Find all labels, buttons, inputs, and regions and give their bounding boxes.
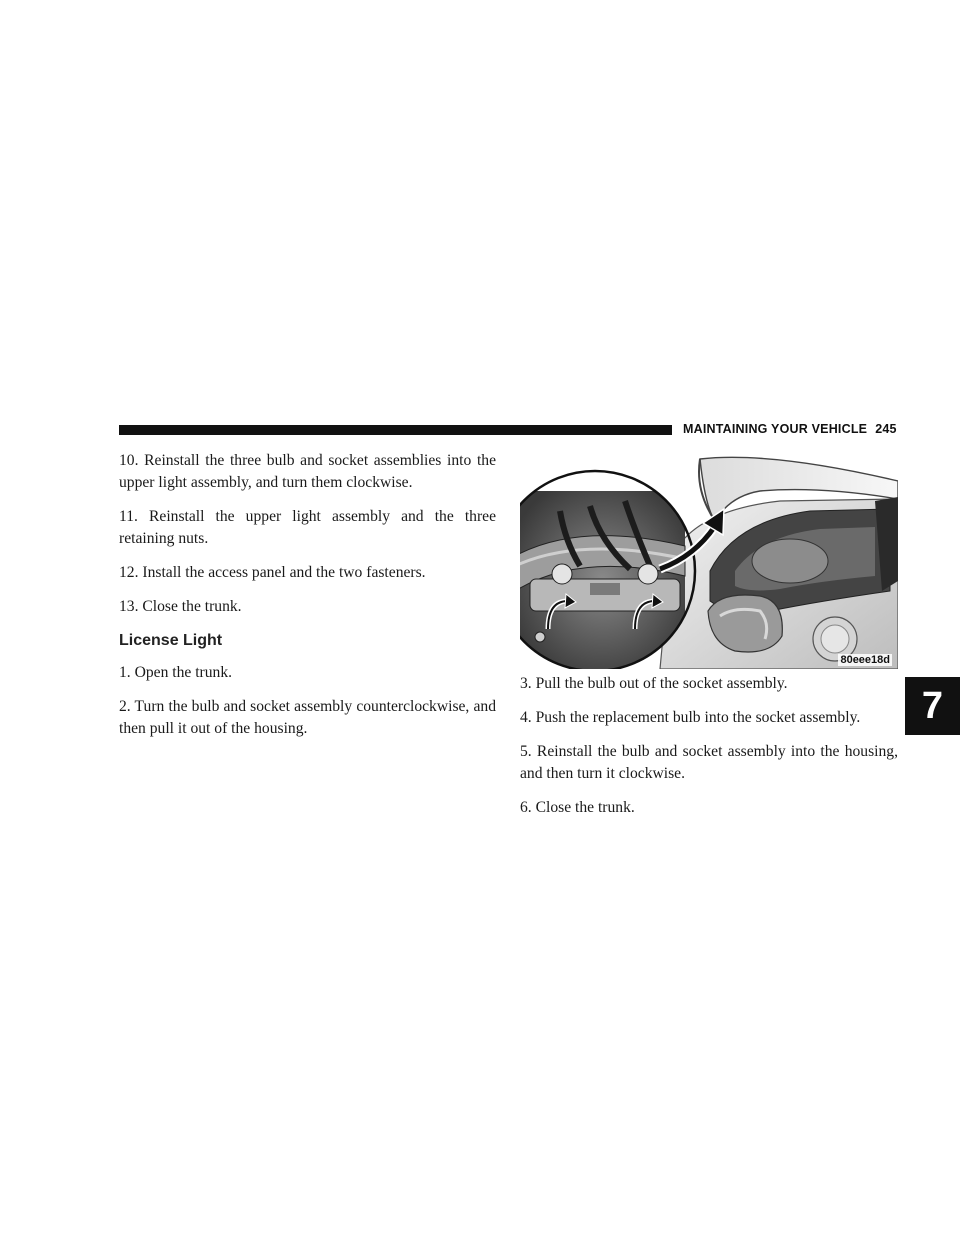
step-12: 12. Install the access panel and the two fasteners. (119, 564, 426, 581)
left-column (119, 450, 496, 752)
step-10: 10. Reinstall the three bulb and socket assemblies into the upper light assembly, and turn them clockwise. (119, 452, 496, 491)
license-light-illustration (520, 451, 898, 669)
section-heading-license-light: License Light (119, 632, 223, 649)
figure-code: 80eee18d (840, 654, 890, 666)
license-step-1: 1. Open the trunk. (119, 664, 233, 681)
license-step-6: 6. Close the trunk. (520, 799, 635, 816)
license-step-2: 2. Turn the bulb and socket assembly counterclockwise, and then pull it out of the housing. (119, 698, 496, 737)
chapter-tab: 7 (905, 677, 960, 735)
step-11: 11. Reinstall the upper light assembly and the three retaining nuts. (119, 508, 496, 547)
license-step-3: 3. Pull the bulb out of the socket assembly. (520, 675, 788, 692)
section-title: MAINTAINING YOUR VEHICLE (683, 422, 868, 436)
page-number: 245 (875, 422, 897, 436)
trunk-illustration-svg (520, 451, 898, 669)
step-13: 13. Close the trunk. (119, 598, 242, 615)
right-column (520, 673, 898, 831)
license-step-5: 5. Reinstall the bulb and socket assembly into the housing, and then turn it clockwise. (520, 743, 898, 782)
header-rule (119, 425, 672, 435)
license-step-4: 4. Push the replacement bulb into the socket assembly. (520, 709, 861, 726)
running-header (683, 422, 897, 436)
